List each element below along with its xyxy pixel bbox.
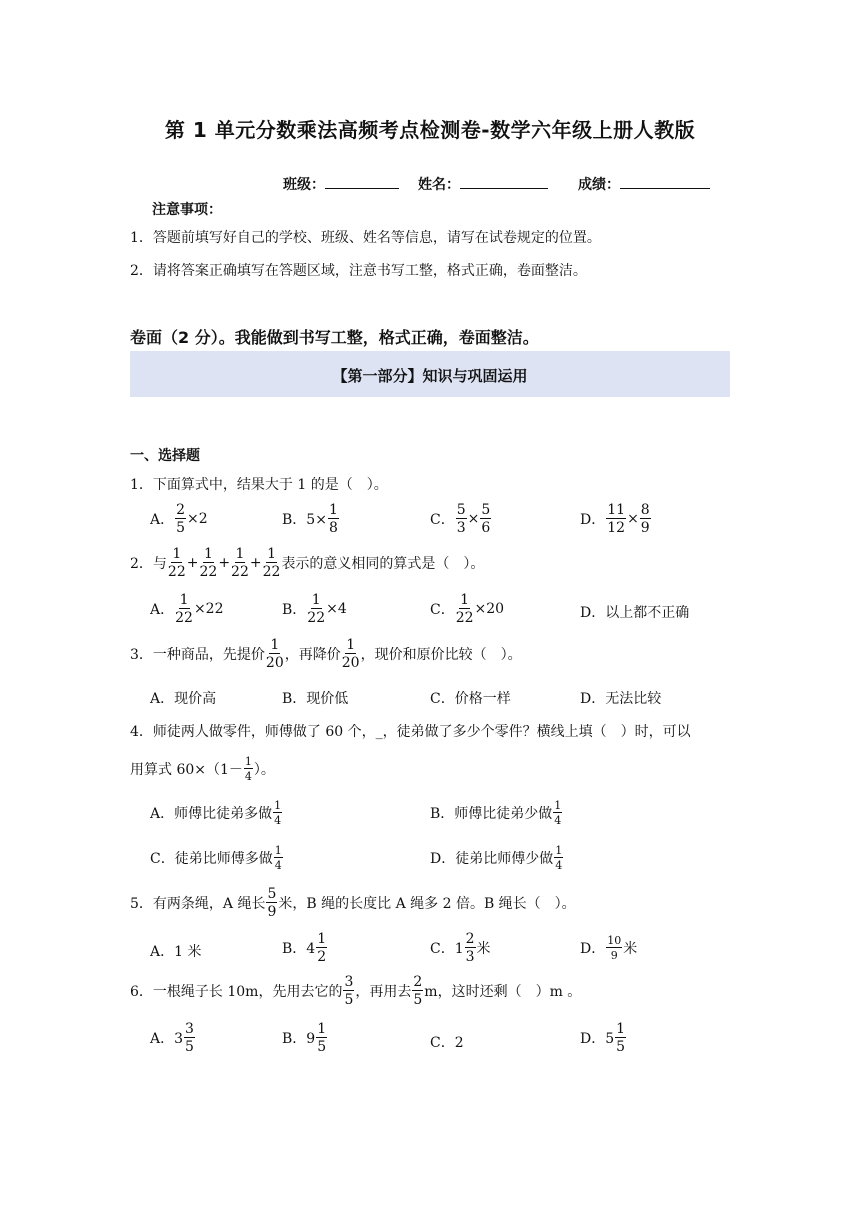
- q1-option-a[interactable]: A． $\frac{2}{5}$ ×2: [150, 502, 208, 536]
- fraction: $\frac{1}{4}$: [274, 844, 282, 872]
- q2-option-b[interactable]: B． $\frac{1}{22}$ ×4: [282, 592, 347, 626]
- fraction: $\frac{11}{12}$: [607, 502, 626, 536]
- fraction: $\frac{1}{22}$: [231, 546, 249, 580]
- name-field[interactable]: [418, 174, 548, 194]
- q5-option-a[interactable]: A．1 米: [150, 944, 202, 960]
- q5-option-d[interactable]: D． $\frac{10}{9}$ 米: [580, 934, 638, 962]
- fraction: $\frac{1}{22}$: [167, 546, 186, 580]
- fraction: $\frac{2}{5}$: [413, 974, 423, 1008]
- fraction: $\frac{1}{4}$: [555, 844, 563, 872]
- q1-option-c[interactable]: C． $\frac{5}{3}$ × $\frac{5}{6}$: [430, 502, 491, 536]
- note-item: 2．请将答案正确填写在答题区域，注意书写工整，格式正确，卷面整洁。: [130, 263, 587, 279]
- question-4-stem: 4．师徒两人做零件，师傅做了 60 个，_，徒弟做了多少个零件？横线上填（ ）时，可以: [130, 724, 691, 740]
- fraction: $\frac{1}{4}$: [554, 799, 562, 827]
- q4-option-b[interactable]: B．师傅比徒弟少做 $\frac{1}{4}$: [430, 799, 562, 827]
- q2-option-a[interactable]: A． $\frac{1}{22}$ ×22: [150, 592, 224, 626]
- q6-option-a[interactable]: A．3 $\frac{3}{5}$: [150, 1021, 194, 1055]
- fraction: $\frac{1}{2}$: [317, 931, 327, 965]
- score-field[interactable]: [578, 174, 710, 194]
- fraction: $\frac{5}{9}$: [267, 886, 277, 920]
- q4-option-a[interactable]: A．师傅比徒弟多做 $\frac{1}{4}$: [150, 799, 282, 827]
- q1-option-b[interactable]: B．5× $\frac{1}{8}$: [282, 502, 338, 536]
- q1-option-d[interactable]: D． $\frac{11}{12}$ × $\frac{8}{9}$: [580, 502, 650, 536]
- class-label: 班级：: [283, 177, 325, 193]
- q5-option-b[interactable]: B．4 $\frac{1}{2}$: [282, 931, 327, 965]
- fraction: $\frac{5}{3}$: [456, 502, 466, 536]
- question-4-stem-line2: 用算式 60×（1－ $\frac{1}{4}$ ）。: [130, 755, 275, 783]
- section-banner: [130, 351, 730, 397]
- fraction: $\frac{1}{4}$: [274, 799, 282, 827]
- fraction: $\frac{1}{22}$: [307, 592, 326, 626]
- section-title: 一、选择题: [130, 448, 200, 464]
- question-5-stem: 5．有两条绳，A 绳长 $\frac{5}{9}$ 米，B 绳的长度比 A 绳多 2 倍。B 绳长（ ）。: [130, 886, 576, 920]
- question-2-stem: 2．与 $\frac{1}{22}$ + $\frac{1}{22}$ + $\frac{1}{22}$ + $\frac{1}{22}$ 表示的意义相同的算式是（ ）。: [130, 546, 485, 580]
- class-field[interactable]: [283, 174, 399, 194]
- fraction: $\frac{10}{9}$: [607, 934, 622, 962]
- fraction: $\frac{5}{6}$: [481, 502, 491, 536]
- question-6-stem: 6．一根绳子长 10m，先用去它的 $\frac{3}{5}$ ，再用去 $\frac{2}{5}$ m，这时还剩（ ）m 。: [130, 974, 582, 1008]
- q3-option-b[interactable]: B．现价低: [282, 691, 349, 707]
- fraction: $\frac{1}{22}$: [262, 546, 281, 580]
- name-label: 姓名：: [418, 177, 460, 193]
- q4-option-d[interactable]: D．徒弟比师傅少做 $\frac{1}{4}$: [430, 844, 563, 872]
- q3-option-a[interactable]: A．现价高: [150, 691, 217, 707]
- neatness-note: 卷面（2 分）。我能做到书写工整，格式正确，卷面整洁。: [130, 328, 539, 347]
- notes-heading: 注意事项：: [152, 202, 222, 218]
- fraction: $\frac{1}{8}$: [328, 502, 338, 536]
- fraction: $\frac{1}{5}$: [317, 1021, 327, 1055]
- fraction: $\frac{1}{20}$: [341, 637, 360, 671]
- fraction: $\frac{2}{5}$: [176, 502, 186, 536]
- page-title: 第 1 单元分数乘法高频考点检测卷-数学六年级上册人教版: [164, 118, 696, 142]
- fraction: $\frac{1}{22}$: [175, 592, 193, 626]
- fraction: $\frac{3}{5}$: [185, 1021, 194, 1055]
- q2-option-d[interactable]: D．以上都不正确: [580, 605, 690, 621]
- fraction: $\frac{1}{5}$: [616, 1021, 626, 1055]
- question-1-stem: 1．下面算式中，结果大于 1 的是（ ）。: [130, 477, 388, 493]
- q4-option-c[interactable]: C．徒弟比师傅多做 $\frac{1}{4}$: [150, 844, 282, 872]
- q6-option-c[interactable]: C．2: [430, 1035, 464, 1051]
- q6-option-b[interactable]: B．9 $\frac{1}{5}$: [282, 1021, 327, 1055]
- score-label: 成绩：: [578, 177, 620, 193]
- q3-option-d[interactable]: D．无法比较: [580, 691, 662, 707]
- fraction: $\frac{1}{22}$: [199, 546, 218, 580]
- fraction: $\frac{3}{5}$: [344, 974, 354, 1008]
- q6-option-d[interactable]: D．5 $\frac{1}{5}$: [580, 1021, 626, 1055]
- section-banner-label: 【第一部分】知识与巩固运用: [332, 367, 528, 385]
- fraction: $\frac{1}{4}$: [244, 755, 252, 783]
- question-3-stem: 3．一种商品，先提价 $\frac{1}{20}$ ，再降价 $\frac{1}{20}$ ，现价和原价比较（ ）。: [130, 637, 522, 671]
- note-item: 1．答题前填写好自己的学校、班级、姓名等信息，请写在试卷规定的位置。: [130, 230, 601, 246]
- fraction: $\frac{1}{22}$: [455, 592, 474, 626]
- q3-option-c[interactable]: C．价格一样: [430, 691, 511, 707]
- fraction: $\frac{2}{3}$: [465, 931, 475, 965]
- q2-option-c[interactable]: C． $\frac{1}{22}$ ×20: [430, 592, 505, 626]
- q5-option-c[interactable]: C．1 $\frac{2}{3}$ 米: [430, 931, 491, 965]
- fraction: $\frac{1}{20}$: [265, 637, 284, 671]
- fraction: $\frac{8}{9}$: [640, 502, 650, 536]
